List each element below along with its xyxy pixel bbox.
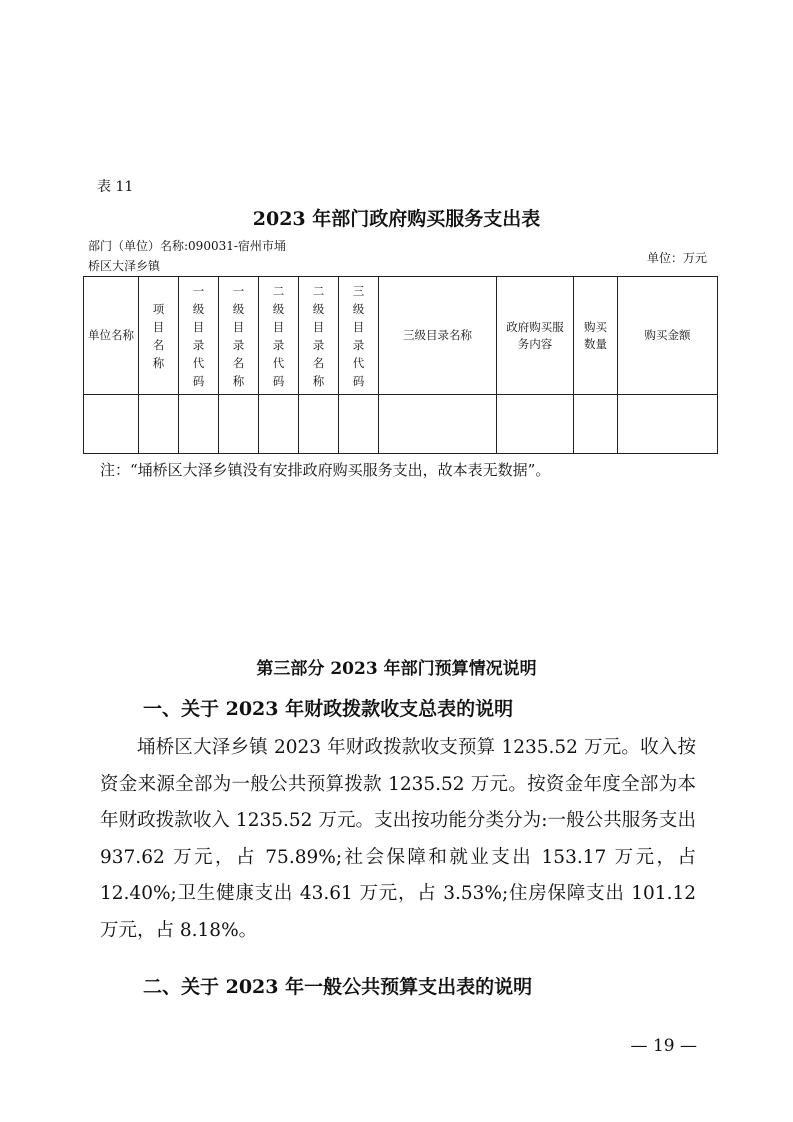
col-header-unit-name: 单位名称 [84,277,139,395]
table-header-row [84,277,718,395]
table-cell [618,395,718,454]
table-cell [574,395,618,454]
budget-paragraph: 埇桥区大泽乡镇 2023 年财政拨款收支预算 1235.52 万元。收入按资金来源全部为一般公共预算拨款 1235.52 万元。按资金年度全部为本年财政拨款收入 1235.52 万元。支出按功能分类分为:一般公共服务支出 937.62 万元，占 75.89%;社会保障和就业支出 153.17 万元，占 12.40%;卫生健康支出 43.61 万元，占 3.53%;住房保障支出 101.12 万元，占 8.18%。 [100,737,696,941]
table-cell [219,395,259,454]
col-header-quantity: 购买数量 [574,277,618,395]
section-heading: 第三部分 2023 年部门预算情况说明 [256,659,537,679]
page-number: — 19 — [630,1036,697,1056]
table-cell [259,395,299,454]
table-cell [339,395,379,454]
col-header-l1-code: 一级目录代码 [179,277,219,395]
table-cell [179,395,219,454]
col-header-project-name: 项目名称 [139,277,179,395]
heading-two: 二、关于 2023 年一般公共预算支出表的说明 [143,976,533,998]
col-header-l3-name: 三级目录名称 [379,277,497,395]
table-number: 表 11 [97,179,134,195]
expenditure-table [83,276,718,454]
department-label: 部门（单位）名称:090031-宿州市埇桥区大泽乡镇 [88,239,286,273]
col-header-l1-name: 一级目录名称 [219,277,259,395]
table-cell [84,395,139,454]
heading-one: 一、关于 2023 年财政拨款收支总表的说明 [143,698,514,720]
unit-label: 单位：万元 [646,251,707,265]
table-cell [139,395,179,454]
col-header-amount: 购买金额 [618,277,718,395]
col-header-service-content: 政府购买服务内容 [497,277,574,395]
table-cell [379,395,497,454]
col-header-l3-code: 三级目录代码 [339,277,379,395]
table-cell [299,395,339,454]
table-cell [497,395,574,454]
table-note: 注：“埇桥区大泽乡镇没有安排政府购买服务支出，故本表无数据”。 [100,461,551,479]
table-title: 2023 年部门政府购买服务支出表 [252,208,541,230]
col-header-l2-name: 二级目录名称 [299,277,339,395]
table-row [84,395,718,454]
col-header-l2-code: 二级目录代码 [259,277,299,395]
